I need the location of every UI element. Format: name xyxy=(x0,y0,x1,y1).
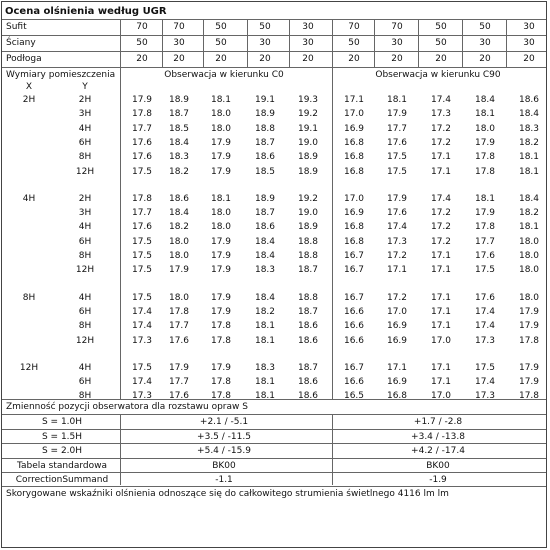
reflectance-value: 50 xyxy=(215,22,227,32)
ugr-c0-value: 18.8 xyxy=(297,292,319,303)
ugr-c0-value: 17.8 xyxy=(210,335,232,346)
reflectance-value: 20 xyxy=(215,54,227,64)
ugr-c0-value: 18.0 xyxy=(210,222,232,233)
ugr-c90-value: 17.0 xyxy=(430,335,452,346)
ugr-c90-value: 18.1 xyxy=(386,95,408,105)
y-dim: 8H xyxy=(78,391,92,402)
ugr-c0-value: 17.9 xyxy=(210,236,232,247)
ugr-c90-value: 16.9 xyxy=(386,321,408,332)
variation-divider xyxy=(2,414,546,415)
ugr-c0-value: 17.5 xyxy=(131,292,153,303)
reflectance-value: 70 xyxy=(173,22,185,32)
ugr-c0-value: 17.6 xyxy=(131,137,153,148)
ugr-c90-value: 17.9 xyxy=(518,377,540,388)
y-dim: 12H xyxy=(75,265,95,276)
ugr-c0-value: 18.4 xyxy=(168,137,190,148)
ugr-table xyxy=(1,1,547,548)
ugr-c90-value: 17.1 xyxy=(430,292,452,303)
standard-divider xyxy=(2,472,546,473)
body-col-line xyxy=(120,67,121,399)
reflectance-value: 50 xyxy=(215,38,227,48)
ugr-c90-value: 18.1 xyxy=(518,152,540,163)
x-dim: 8H xyxy=(22,292,36,303)
ugr-c90-value: 16.5 xyxy=(343,391,365,402)
ugr-c0-value: 19.1 xyxy=(254,95,276,105)
ugr-c90-value: 18.4 xyxy=(518,193,540,204)
variation-row-divider xyxy=(2,429,546,430)
ugr-c90-value: 17.9 xyxy=(474,137,496,148)
y-dim: 8H xyxy=(78,152,92,163)
ugr-c0-value: 17.7 xyxy=(168,377,190,388)
ugr-c0-value: 17.8 xyxy=(131,109,153,120)
body-col-line xyxy=(332,67,333,399)
standard-table-label: Tabela standardowa xyxy=(17,460,107,471)
c0-heading: Obserwacja w kierunku C0 xyxy=(164,70,284,80)
ugr-c90-value: 16.6 xyxy=(343,377,365,388)
ugr-c90-value: 18.4 xyxy=(474,95,496,105)
standard-table-c0: BK00 xyxy=(212,460,236,471)
ugr-c90-value: 18.0 xyxy=(518,265,540,276)
y-dim: 8H xyxy=(78,321,92,332)
ugr-c0-value: 17.7 xyxy=(168,321,190,332)
ugr-c90-value: 16.6 xyxy=(343,306,365,317)
ugr-c0-value: 18.6 xyxy=(297,321,319,332)
ugr-c0-value: 17.3 xyxy=(131,391,153,402)
reflectance-value: 20 xyxy=(259,54,271,64)
ugr-c0-value: 18.8 xyxy=(297,236,319,247)
y-label: Y xyxy=(82,82,88,92)
ugr-c90-value: 17.9 xyxy=(518,362,540,373)
ugr-c0-value: 17.8 xyxy=(210,391,232,402)
ugr-c90-value: 17.9 xyxy=(518,321,540,332)
ugr-c90-value: 17.2 xyxy=(430,208,452,219)
ugr-c90-value: 17.1 xyxy=(386,265,408,276)
reflectance-label: Sufit xyxy=(6,22,27,32)
ugr-c90-value: 17.1 xyxy=(430,306,452,317)
reflectance-label: Ściany xyxy=(6,38,36,48)
ugr-c0-value: 17.5 xyxy=(131,166,153,177)
x-dim: 2H xyxy=(22,95,36,105)
y-dim: 6H xyxy=(78,137,92,148)
ugr-c90-value: 17.3 xyxy=(430,109,452,120)
ugr-c90-value: 17.1 xyxy=(430,265,452,276)
correction-c90: -1.9 xyxy=(429,475,447,485)
correction-label: CorrectionSummand xyxy=(15,475,109,485)
ugr-c90-value: 17.6 xyxy=(474,251,496,261)
ugr-c0-value: 17.9 xyxy=(210,292,232,303)
ugr-c0-value: 18.7 xyxy=(254,137,276,148)
ugr-c90-value: 17.4 xyxy=(430,95,452,105)
ugr-c90-value: 18.1 xyxy=(474,109,496,120)
ugr-c90-value: 17.2 xyxy=(430,236,452,247)
ugr-c90-value: 17.5 xyxy=(474,362,496,373)
body-divider xyxy=(2,399,546,400)
ugr-c90-value: 16.8 xyxy=(343,236,365,247)
reflectance-value: 20 xyxy=(479,54,491,64)
variation-c90: +3.4 / -13.8 xyxy=(411,431,465,442)
y-dim: 2H xyxy=(78,95,92,105)
ugr-c90-value: 17.0 xyxy=(430,391,452,402)
ugr-c90-value: 17.2 xyxy=(430,123,452,134)
ugr-c90-value: 17.3 xyxy=(386,236,408,247)
ugr-c0-value: 18.8 xyxy=(254,123,276,134)
reflectance-value: 50 xyxy=(435,38,447,48)
ugr-c90-value: 16.7 xyxy=(343,265,365,276)
y-dim: 4H xyxy=(78,123,92,134)
ugr-c0-value: 19.1 xyxy=(297,123,319,134)
ugr-c90-value: 17.3 xyxy=(474,335,496,346)
ugr-c90-value: 18.0 xyxy=(518,292,540,303)
ugr-c0-value: 17.8 xyxy=(131,193,153,204)
ugr-c0-value: 18.9 xyxy=(168,95,190,105)
ugr-c0-value: 18.9 xyxy=(254,109,276,120)
reflectance-col-line xyxy=(162,19,163,67)
reflectance-value: 50 xyxy=(259,22,271,32)
spacing-label: S = 1.5H xyxy=(41,431,83,442)
variation-c0: +2.1 / -5.1 xyxy=(199,417,249,427)
variation-c0: +3.5 / -11.5 xyxy=(197,431,251,442)
variation-c0: +5.4 / -15.9 xyxy=(197,446,251,456)
ugr-c0-value: 17.9 xyxy=(210,137,232,148)
ugr-c0-value: 18.3 xyxy=(254,265,276,276)
ugr-c90-value: 17.1 xyxy=(343,95,365,105)
reflectance-label: Podłoga xyxy=(6,54,42,64)
ugr-c90-value: 18.0 xyxy=(518,236,540,247)
reflectance-value: 50 xyxy=(479,22,491,32)
room-dims-label: Wymiary pomieszczenia xyxy=(6,70,116,80)
ugr-c0-value: 17.5 xyxy=(131,265,153,276)
table-title: Ocena olśnienia według UGR xyxy=(5,6,167,17)
ugr-c90-value: 17.7 xyxy=(386,123,408,134)
ugr-c0-value: 18.0 xyxy=(210,123,232,134)
ugr-c0-value: 18.2 xyxy=(168,166,190,177)
reflectance-value: 20 xyxy=(136,54,148,64)
reflectance-value: 30 xyxy=(259,38,271,48)
variation-row-divider xyxy=(2,443,546,444)
x-dim: 12H xyxy=(19,362,39,373)
ugr-c0-value: 18.4 xyxy=(254,236,276,247)
ugr-c90-value: 16.9 xyxy=(386,335,408,346)
ugr-c0-value: 18.1 xyxy=(210,193,232,204)
ugr-c0-value: 17.8 xyxy=(168,306,190,317)
reflectance-col-line xyxy=(120,19,121,67)
ugr-c90-value: 17.8 xyxy=(474,222,496,233)
ugr-c0-value: 18.2 xyxy=(254,306,276,317)
ugr-c0-value: 17.5 xyxy=(131,362,153,373)
ugr-c90-value: 17.0 xyxy=(386,306,408,317)
reflectance-divider xyxy=(2,67,546,68)
ugr-c90-value: 17.1 xyxy=(430,362,452,373)
ugr-c90-value: 17.8 xyxy=(474,166,496,177)
ugr-c0-value: 17.9 xyxy=(168,362,190,373)
ugr-c90-value: 17.4 xyxy=(474,321,496,332)
ugr-c90-value: 18.0 xyxy=(474,123,496,134)
reflectance-value: 50 xyxy=(348,38,360,48)
ugr-c90-value: 16.8 xyxy=(343,137,365,148)
ugr-c0-value: 18.4 xyxy=(168,208,190,219)
ugr-c90-value: 17.2 xyxy=(386,251,408,261)
ugr-c0-value: 18.7 xyxy=(297,306,319,317)
ugr-c90-value: 17.1 xyxy=(430,251,452,261)
reflectance-value: 20 xyxy=(435,54,447,64)
y-dim: 6H xyxy=(78,236,92,247)
ugr-c90-value: 17.4 xyxy=(474,306,496,317)
reflectance-col-line xyxy=(506,19,507,67)
y-dim: 4H xyxy=(78,222,92,233)
ugr-c90-value: 17.9 xyxy=(386,193,408,204)
ugr-c90-value: 17.8 xyxy=(518,391,540,402)
ugr-c0-value: 19.0 xyxy=(297,208,319,219)
ugr-c0-value: 17.7 xyxy=(131,123,153,134)
ugr-c0-value: 18.6 xyxy=(297,391,319,402)
y-dim: 3H xyxy=(78,208,92,219)
reflectance-col-line xyxy=(203,19,204,67)
c90-heading: Obserwacja w kierunku C90 xyxy=(375,70,501,80)
ugr-c90-value: 16.6 xyxy=(343,335,365,346)
reflectance-value: 20 xyxy=(523,54,535,64)
ugr-c90-value: 17.2 xyxy=(386,292,408,303)
standard-table-c90: BK00 xyxy=(426,460,450,471)
reflectance-value: 70 xyxy=(136,22,148,32)
variation-col-line xyxy=(332,414,333,485)
ugr-c0-value: 18.9 xyxy=(297,222,319,233)
ugr-c90-value: 17.1 xyxy=(430,166,452,177)
ugr-c90-value: 16.8 xyxy=(343,222,365,233)
reflectance-value: 70 xyxy=(391,22,403,32)
ugr-c0-value: 18.2 xyxy=(168,222,190,233)
ugr-c0-value: 18.5 xyxy=(168,123,190,134)
ugr-c0-value: 17.6 xyxy=(131,222,153,233)
ugr-c90-value: 18.1 xyxy=(474,193,496,204)
ugr-c0-value: 19.2 xyxy=(297,193,319,204)
ugr-c90-value: 18.1 xyxy=(518,222,540,233)
ugr-c0-value: 18.7 xyxy=(297,265,319,276)
ugr-c0-value: 18.7 xyxy=(168,109,190,120)
ugr-c90-value: 17.9 xyxy=(474,208,496,219)
ugr-c0-value: 18.1 xyxy=(210,95,232,105)
ugr-c0-value: 18.0 xyxy=(210,208,232,219)
ugr-c90-value: 18.3 xyxy=(518,123,540,134)
reflectance-value: 50 xyxy=(435,22,447,32)
ugr-c0-value: 19.3 xyxy=(297,95,319,105)
ugr-c0-value: 17.9 xyxy=(131,95,153,105)
ugr-c0-value: 18.6 xyxy=(168,193,190,204)
x-dim: 4H xyxy=(22,193,36,204)
ugr-c0-value: 18.9 xyxy=(297,166,319,177)
ugr-c90-value: 16.6 xyxy=(343,321,365,332)
ugr-c90-value: 16.8 xyxy=(343,166,365,177)
ugr-c90-value: 18.4 xyxy=(518,109,540,120)
reflectance-value: 30 xyxy=(302,38,314,48)
variation-col-line xyxy=(120,414,121,485)
ugr-c90-value: 17.3 xyxy=(474,391,496,402)
ugr-c0-value: 18.1 xyxy=(254,335,276,346)
correction-divider xyxy=(2,486,546,487)
y-dim: 6H xyxy=(78,306,92,317)
ugr-c0-value: 18.6 xyxy=(297,335,319,346)
ugr-c0-value: 18.3 xyxy=(168,152,190,163)
reflectance-value: 20 xyxy=(302,54,314,64)
ugr-c90-value: 17.5 xyxy=(386,166,408,177)
ugr-c90-value: 17.4 xyxy=(474,377,496,388)
ugr-c0-value: 18.0 xyxy=(168,251,190,261)
ugr-c90-value: 18.1 xyxy=(518,166,540,177)
ugr-c90-value: 17.6 xyxy=(386,208,408,219)
ugr-c0-value: 17.9 xyxy=(210,166,232,177)
ugr-c0-value: 17.8 xyxy=(210,321,232,332)
reflectance-value: 20 xyxy=(173,54,185,64)
ugr-c90-value: 17.9 xyxy=(518,306,540,317)
ugr-c90-value: 17.2 xyxy=(430,222,452,233)
reflectance-value: 20 xyxy=(348,54,360,64)
y-dim: 4H xyxy=(78,362,92,373)
ugr-c0-value: 17.5 xyxy=(131,236,153,247)
ugr-c0-value: 17.4 xyxy=(131,306,153,317)
ugr-c0-value: 18.8 xyxy=(297,251,319,261)
variation-c90: +4.2 / -17.4 xyxy=(411,446,465,456)
ugr-c0-value: 19.0 xyxy=(297,137,319,148)
ugr-c90-value: 18.6 xyxy=(518,95,540,105)
ugr-c90-value: 17.9 xyxy=(386,109,408,120)
ugr-c90-value: 17.1 xyxy=(430,152,452,163)
ugr-c0-value: 18.9 xyxy=(254,193,276,204)
y-dim: 3H xyxy=(78,109,92,120)
ugr-c90-value: 16.9 xyxy=(343,123,365,134)
reflectance-value: 30 xyxy=(523,22,535,32)
reflectance-col-line xyxy=(418,19,419,67)
footnote: Skorygowane wskaźniki olśnienia odnoszące się do całkowitego strumienia świetlnego 4116 lm lm xyxy=(6,489,449,499)
reflectance-col-line xyxy=(247,19,248,67)
reflectance-value: 30 xyxy=(523,38,535,48)
y-dim: 8H xyxy=(78,251,92,261)
ugr-c0-value: 17.9 xyxy=(210,306,232,317)
ugr-c0-value: 17.4 xyxy=(131,321,153,332)
ugr-c0-value: 17.8 xyxy=(210,377,232,388)
ugr-c90-value: 18.2 xyxy=(518,137,540,148)
ugr-c90-value: 16.7 xyxy=(343,292,365,303)
y-dim: 12H xyxy=(75,166,95,177)
ugr-c0-value: 18.3 xyxy=(254,362,276,373)
reflectance-value: 50 xyxy=(136,38,148,48)
ugr-c0-value: 18.9 xyxy=(297,152,319,163)
ugr-c90-value: 17.8 xyxy=(518,335,540,346)
reflectance-value: 30 xyxy=(173,38,185,48)
ugr-c0-value: 18.0 xyxy=(168,236,190,247)
variation-row-divider xyxy=(2,458,546,459)
ugr-c0-value: 18.1 xyxy=(254,391,276,402)
ugr-c90-value: 18.0 xyxy=(518,251,540,261)
ugr-c0-value: 18.7 xyxy=(254,208,276,219)
reflectance-value: 20 xyxy=(391,54,403,64)
spacing-label: S = 1.0H xyxy=(41,417,83,427)
title-divider xyxy=(2,19,546,20)
ugr-c0-value: 18.0 xyxy=(210,109,232,120)
ugr-c0-value: 18.6 xyxy=(254,222,276,233)
ugr-c0-value: 18.1 xyxy=(254,377,276,388)
ugr-c0-value: 17.6 xyxy=(131,152,153,163)
ugr-c0-value: 18.4 xyxy=(254,292,276,303)
reflectance-value: 30 xyxy=(479,38,491,48)
ugr-c90-value: 17.5 xyxy=(474,265,496,276)
ugr-c90-value: 17.6 xyxy=(386,137,408,148)
ugr-c90-value: 17.0 xyxy=(343,193,365,204)
ugr-c0-value: 17.9 xyxy=(168,265,190,276)
ugr-c0-value: 17.9 xyxy=(210,251,232,261)
ugr-c90-value: 16.9 xyxy=(386,377,408,388)
ugr-c90-value: 16.8 xyxy=(343,152,365,163)
ugr-c90-value: 16.7 xyxy=(343,362,365,373)
ugr-c0-value: 17.6 xyxy=(168,391,190,402)
reflectance-value: 30 xyxy=(391,38,403,48)
correction-c0: -1.1 xyxy=(215,475,233,485)
ugr-c0-value: 17.7 xyxy=(131,208,153,219)
ugr-c0-value: 17.9 xyxy=(210,152,232,163)
ugr-c90-value: 17.4 xyxy=(430,193,452,204)
ugr-c0-value: 18.1 xyxy=(254,321,276,332)
reflectance-col-line xyxy=(332,19,333,67)
ugr-c0-value: 19.2 xyxy=(297,109,319,120)
ugr-c90-value: 18.2 xyxy=(518,208,540,219)
ugr-c0-value: 17.5 xyxy=(131,251,153,261)
ugr-c90-value: 16.7 xyxy=(343,251,365,261)
reflectance-col-line xyxy=(462,19,463,67)
ugr-c0-value: 18.5 xyxy=(254,166,276,177)
ugr-c90-value: 17.1 xyxy=(430,377,452,388)
ugr-c0-value: 18.0 xyxy=(168,292,190,303)
ugr-c90-value: 17.8 xyxy=(474,152,496,163)
ugr-c0-value: 18.6 xyxy=(297,377,319,388)
ugr-c0-value: 18.4 xyxy=(254,251,276,261)
reflectance-col-line xyxy=(374,19,375,67)
ugr-c90-value: 17.2 xyxy=(430,137,452,148)
reflectance-divider xyxy=(2,51,546,52)
spacing-label: S = 2.0H xyxy=(41,446,83,456)
ugr-c90-value: 17.4 xyxy=(386,222,408,233)
ugr-c0-value: 18.6 xyxy=(254,152,276,163)
ugr-c90-value: 16.8 xyxy=(386,391,408,402)
ugr-c90-value: 16.9 xyxy=(343,208,365,219)
ugr-c90-value: 17.0 xyxy=(343,109,365,120)
y-dim: 6H xyxy=(78,377,92,388)
y-dim: 12H xyxy=(75,335,95,346)
reflectance-value: 30 xyxy=(302,22,314,32)
reflectance-value: 70 xyxy=(348,22,360,32)
ugr-c90-value: 17.1 xyxy=(386,362,408,373)
y-dim: 2H xyxy=(78,193,92,204)
ugr-c90-value: 17.7 xyxy=(474,236,496,247)
y-dim: 4H xyxy=(78,292,92,303)
ugr-c0-value: 18.7 xyxy=(297,362,319,373)
ugr-c0-value: 17.4 xyxy=(131,377,153,388)
ugr-c90-value: 17.6 xyxy=(474,292,496,303)
variation-title: Zmienność pozycji obserwatora dla rozstawu opraw S xyxy=(6,402,248,412)
reflectance-col-line xyxy=(289,19,290,67)
x-label: X xyxy=(25,82,33,92)
ugr-c90-value: 17.5 xyxy=(386,152,408,163)
ugr-c0-value: 17.9 xyxy=(210,362,232,373)
ugr-c0-value: 17.9 xyxy=(210,265,232,276)
ugr-c0-value: 17.6 xyxy=(168,335,190,346)
ugr-c90-value: 17.1 xyxy=(430,321,452,332)
variation-c90: +1.7 / -2.8 xyxy=(413,417,463,427)
reflectance-divider xyxy=(2,35,546,36)
ugr-c0-value: 17.3 xyxy=(131,335,153,346)
